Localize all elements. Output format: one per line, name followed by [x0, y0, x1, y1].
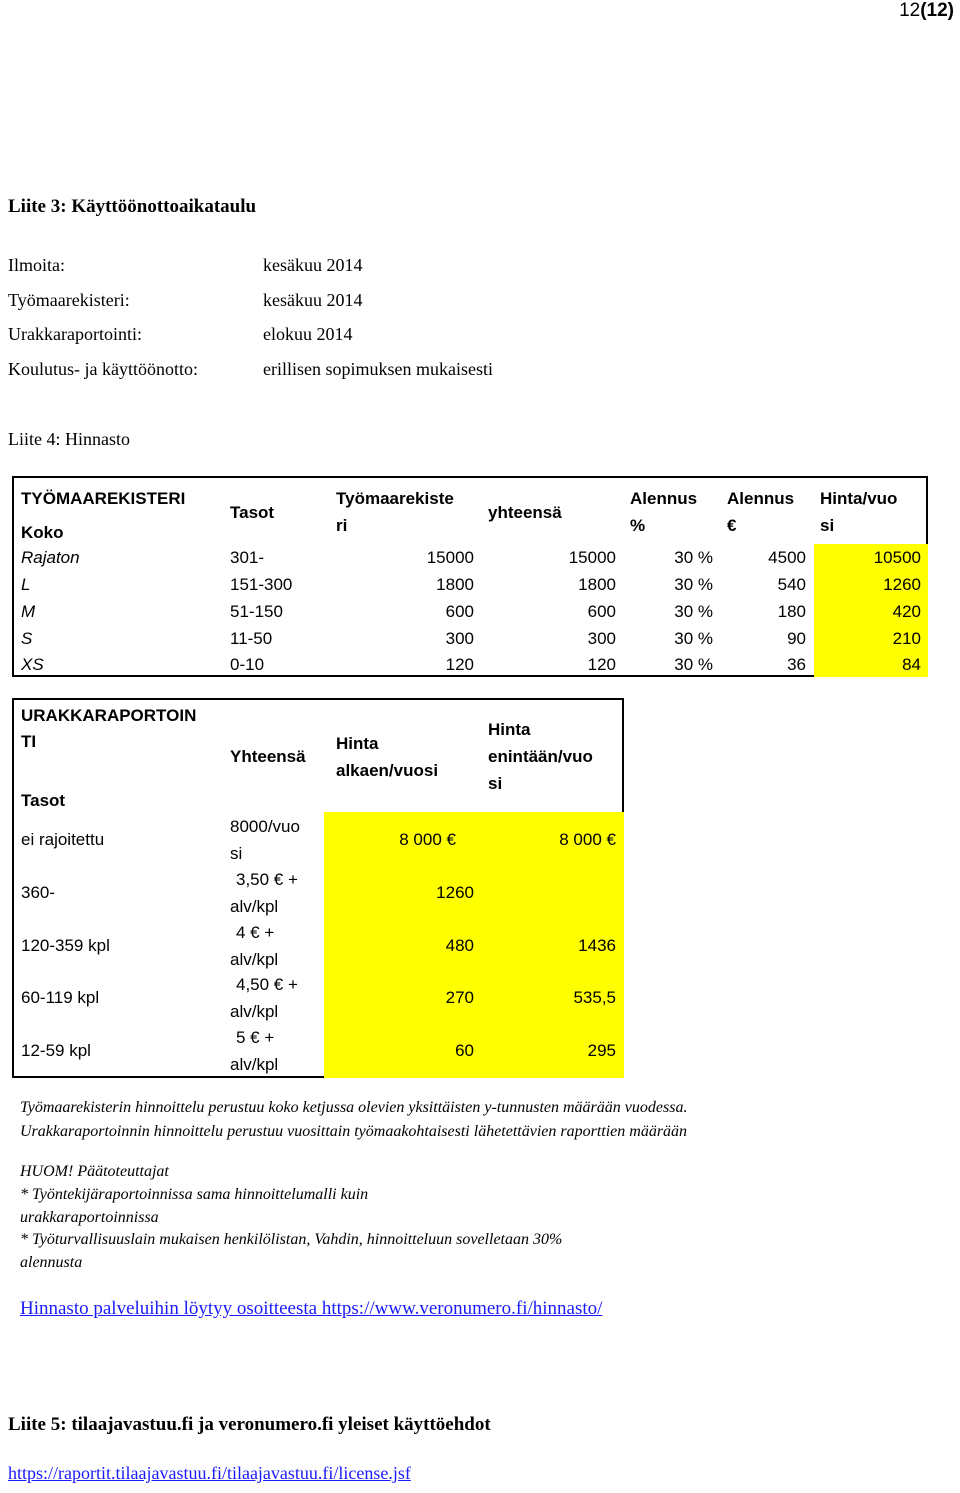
- header-hinta-enintaan-2: enintään/vuo: [488, 747, 593, 766]
- header-hinta-alkaen: Hinta: [336, 734, 379, 753]
- header-tasot: Tasot: [230, 503, 275, 522]
- cell-hinta-alkaen: [399, 827, 456, 853]
- cell-hinta-enintaan: 535,5: [573, 988, 616, 1007]
- cell-yhteensa: 5 € +: [236, 1028, 275, 1047]
- page-number-total: (12): [920, 0, 954, 21]
- schedule-value: kesäkuu 2014: [263, 255, 363, 275]
- pricing-note-2: Urakkaraportoinnin hinnoittelu perustuu vuosittain työmaakohtaisesti lähetettävien raporttien määrään: [20, 1123, 688, 1140]
- page-number-current: 12: [899, 0, 921, 21]
- cell-tasot: 11-50: [230, 629, 273, 648]
- header-alennus-eur-2: €: [727, 516, 737, 535]
- schedule-label: Ilmoita:: [8, 255, 65, 275]
- cell-alennus-pct: 30 %: [674, 655, 713, 674]
- header-hinta-vuosi-2: si: [820, 516, 835, 535]
- liite5-title: Liite 5: tilaajavastuu.fi ja veronumero.fi yleiset käyttöehdot: [8, 1414, 491, 1435]
- urakkaraportointi-price-table: [12, 698, 624, 1078]
- header-hinta-enintaan-3: si: [488, 774, 503, 793]
- schedule-label: Koulutus- ja käyttöönotto:: [8, 359, 198, 379]
- cell-yhteensa: 4,50 € +: [236, 975, 298, 994]
- header-tyomaarekisteri-col: Työmaarekiste: [336, 489, 454, 508]
- cell-yhteensa: 120: [587, 655, 616, 674]
- liite4-title: Liite 4: Hinnasto: [8, 429, 130, 449]
- bullet-note-2: * Työturvallisuuslain mukaisen henkilölistan, Vahdin, hinnoitteluun sovelletaan 30%: [20, 1231, 563, 1248]
- page-number: [899, 0, 954, 22]
- schedule-value: erillisen sopimuksen mukaisesti: [263, 359, 493, 379]
- cell-yhteensa: 8000/vuo: [230, 817, 300, 836]
- cell-yhteensa: 1800: [578, 575, 616, 594]
- license-link[interactable]: https://raportit.tilaajavastuu.fi/tilaajavastuu.fi/license.jsf: [8, 1463, 411, 1483]
- cell-yhteensa: 3,50 € +: [236, 870, 298, 889]
- header-tyomaarekisteri-col-2: ri: [336, 516, 348, 535]
- liite3-title: Liite 3: Käyttöönottoaikataulu: [8, 196, 257, 217]
- cell-yhteensa-2: alv/kpl: [230, 897, 279, 916]
- cell-yhteensa-2: alv/kpl: [230, 950, 279, 969]
- tyomaarekisteri-price-table: [12, 476, 928, 677]
- cell-tasot: 51-150: [230, 602, 283, 621]
- cell-alennus-pct: 30 %: [674, 548, 713, 567]
- cell-taso: 360-: [21, 883, 56, 902]
- cell-yhteensa: 15000: [568, 548, 616, 567]
- header-yhteensa: Yhteensä: [230, 747, 306, 766]
- cell-hinta-alkaen: 1260: [436, 883, 474, 902]
- cell-tyomaarekisteri: 120: [445, 655, 474, 674]
- cell-hinta: 10500: [873, 548, 921, 567]
- cell-taso: ei rajoitettu: [21, 830, 105, 849]
- cell-tyomaarekisteri: 1800: [436, 575, 474, 594]
- header-hinta-alkaen-2: alkaen/vuosi: [336, 761, 439, 780]
- header-tyomaarekisteri: TYÖMAAREKISTERI: [21, 489, 186, 508]
- value: 8 000: [399, 830, 442, 849]
- header-alennus-pct: Alennus: [630, 489, 698, 508]
- cell-alennus-eur: 180: [777, 602, 806, 621]
- cell-alennus-pct: 30 %: [674, 575, 713, 594]
- cell-koko: Rajaton: [21, 548, 80, 567]
- cell-alennus-pct: 30 %: [674, 629, 713, 648]
- header-urakkaraportointi: URAKKARAPORTOIN: [21, 706, 197, 725]
- cell-hinta: 420: [892, 602, 921, 621]
- cell-hinta-alkaen: 270: [445, 988, 474, 1007]
- cell-hinta: 84: [902, 655, 921, 674]
- cell-tyomaarekisteri: 600: [445, 602, 474, 621]
- cell-tasot: 151-300: [230, 575, 293, 594]
- bullet-note-1-cont: urakkaraportoinnissa: [20, 1209, 159, 1226]
- header-koko: Koko: [21, 523, 64, 542]
- cell-tyomaarekisteri: 300: [445, 629, 474, 648]
- euro-sign: €: [446, 830, 456, 849]
- cell-hinta-alkaen: 60: [455, 1041, 474, 1060]
- cell-hinta-enintaan: 295: [587, 1041, 616, 1060]
- header-alennus-eur: Alennus: [727, 489, 795, 508]
- schedule-value: elokuu 2014: [263, 324, 353, 344]
- cell-yhteensa-2: alv/kpl: [230, 1002, 279, 1021]
- cell-koko: L: [21, 575, 31, 594]
- header-hinta-enintaan: Hinta: [488, 720, 531, 739]
- cell-yhteensa: 4 € +: [236, 923, 275, 942]
- cell-tasot: 301-: [230, 548, 265, 567]
- bullet-note-1: * Työntekijäraportoinnissa sama hinnoittelumalli kuin: [20, 1186, 369, 1203]
- cell-taso: 60-119 kpl: [21, 988, 100, 1007]
- schedule-label: Työmaarekisteri:: [8, 290, 130, 310]
- cell-alennus-eur: 540: [777, 575, 806, 594]
- schedule-label: Urakkaraportointi:: [8, 324, 142, 344]
- value: 8 000: [559, 830, 602, 849]
- cell-alennus-pct: 30 %: [674, 602, 713, 621]
- cell-yhteensa: 300: [587, 629, 616, 648]
- header-hinta-vuosi: Hinta/vuo: [820, 489, 898, 508]
- cell-yhteensa-2: si: [230, 844, 243, 863]
- header-urakkaraportointi-2: TI: [21, 732, 37, 751]
- cell-hinta: 210: [892, 629, 921, 648]
- cell-taso: 120-359 kpl: [21, 936, 110, 955]
- euro-sign: €: [606, 830, 616, 849]
- pricing-note-1: Työmaarekisterin hinnoittelu perustuu koko ketjussa olevien yksittäisten y-tunnusten määrään vuodessa.: [20, 1099, 688, 1116]
- cell-hinta-enintaan: [559, 827, 616, 853]
- cell-yhteensa-2: alv/kpl: [230, 1055, 279, 1074]
- huom-note: HUOM! Päätoteuttajat: [20, 1163, 169, 1180]
- header-tasot: Tasot: [21, 791, 66, 810]
- cell-hinta-enintaan: 1436: [578, 936, 616, 955]
- cell-alennus-eur: 4500: [768, 548, 806, 567]
- cell-hinta-alkaen: 480: [445, 936, 474, 955]
- cell-tasot: 0-10: [230, 655, 265, 674]
- header-yhteensa: yhteensä: [488, 503, 562, 522]
- cell-tyomaarekisteri: 15000: [426, 548, 474, 567]
- bullet-note-2-cont: alennusta: [20, 1254, 83, 1271]
- cell-koko: S: [21, 629, 33, 648]
- cell-taso: 12-59 kpl: [21, 1041, 91, 1060]
- schedule-value: kesäkuu 2014: [263, 290, 363, 310]
- hinnasto-link[interactable]: Hinnasto palveluihin löytyy osoitteesta https://www.veronumero.fi/hinnasto/: [20, 1298, 603, 1319]
- cell-yhteensa: 600: [587, 602, 616, 621]
- cell-alennus-eur: 90: [787, 629, 806, 648]
- cell-koko: XS: [21, 655, 44, 674]
- cell-alennus-eur: 36: [787, 655, 806, 674]
- cell-hinta: 1260: [883, 575, 921, 594]
- cell-koko: M: [21, 602, 36, 621]
- header-alennus-pct-2: %: [630, 516, 646, 535]
